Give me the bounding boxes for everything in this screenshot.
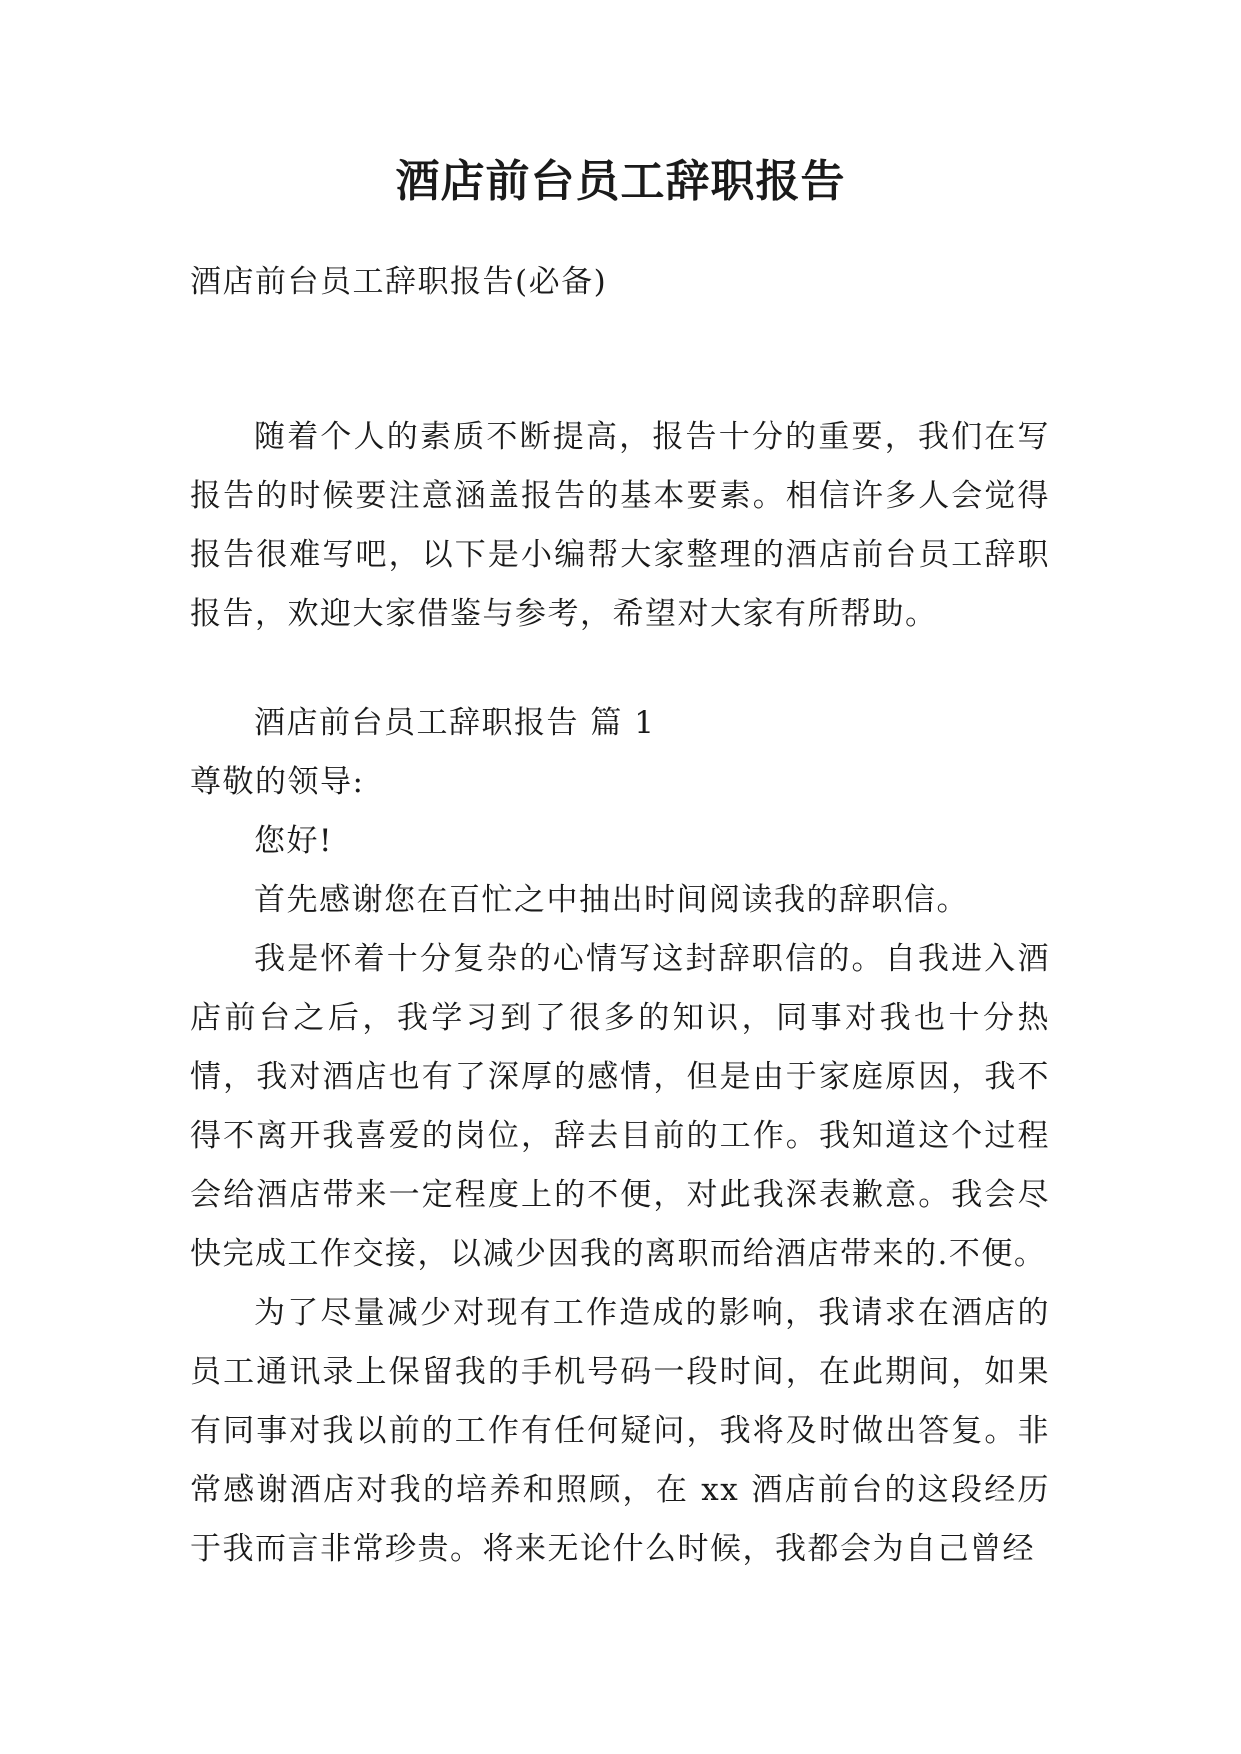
body-paragraph: 为了尽量减少对现有工作造成的影响，我请求在酒店的员工通讯录上保留我的手机号码一段时间，在此期间，如果有同事对我以前的工作有任何疑问，我将及时做出答复。非常感谢酒店对我的培养和照顾，在 xx 酒店前台的这段经历于我而言非常珍贵。将来无论什么时候，我都会为自己曾经 (190, 1295, 1050, 1567)
document-title: 酒店前台员工辞职报告 (395, 156, 846, 207)
greeting: 您好! (254, 823, 333, 859)
document-subtitle: 酒店前台员工辞职报告(必备) (190, 264, 608, 300)
intro-paragraph: 随着个人的素质不断提高，报告十分的重要，我们在写报告的时候要注意涵盖报告的基本要素。相信许多人会觉得报告很难写吧，以下是小编帮大家整理的酒店前台员工辞职报告，欢迎大家借鉴与参考，希望对大家有所帮助。 (190, 419, 1050, 632)
salutation: 尊敬的领导: (190, 764, 365, 800)
body-paragraph: 首先感谢您在百忙之中抽出时间阅读我的辞职信。 (254, 882, 969, 918)
section-heading: 酒店前台员工辞职报告 篇 1 (254, 705, 656, 741)
body-paragraph: 我是怀着十分复杂的心情写这封辞职信的。自我进入酒店前台之后，我学习到了很多的知识，同事对我也十分热情，我对酒店也有了深厚的感情，但是由于家庭原因，我不得不离开我喜爱的岗位，辞去目前的工作。我知道这个过程会给酒店带来一定程度上的不便，对此我深表歉意。我会尽快完成工作交接，以减少因我的离职而给酒店带来的.不便。 (190, 941, 1050, 1272)
